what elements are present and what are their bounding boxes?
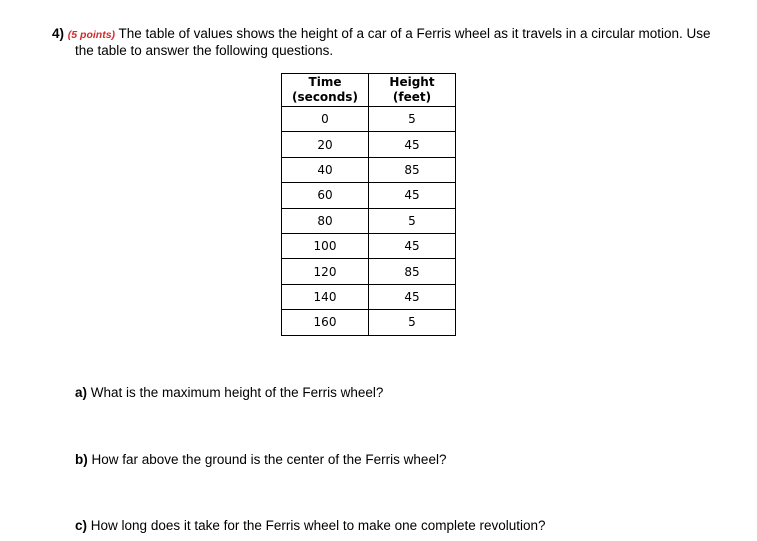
problem-line-2: the table to answer the following questions. — [75, 43, 334, 58]
problem-number: 4) — [52, 26, 65, 41]
points-label: (5 points) — [67, 29, 116, 41]
height-header-unit: (feet) — [392, 90, 432, 104]
height-header-label: Height — [389, 75, 435, 89]
time-cell: 40 — [282, 157, 369, 182]
question-a-text: What is the maximum height of the Ferris wheel? — [90, 385, 384, 400]
time-cell: 140 — [282, 284, 369, 309]
table-row — [282, 208, 456, 233]
time-cell: 120 — [282, 259, 369, 284]
time-cell: 60 — [282, 183, 369, 208]
values-table — [281, 73, 456, 336]
time-cell: 80 — [282, 208, 369, 233]
height-cell: 5 — [369, 310, 456, 335]
table-row — [282, 107, 456, 132]
height-cell: 45 — [369, 284, 456, 309]
table-row — [282, 233, 456, 258]
height-cell: 45 — [369, 183, 456, 208]
height-cell: 45 — [369, 132, 456, 157]
table-row — [282, 259, 456, 284]
problem-line-1 — [52, 26, 732, 43]
time-header-unit: (seconds) — [292, 90, 358, 104]
question-c-text: How long does it take for the Ferris wheel to make one complete revolution? — [90, 518, 546, 533]
time-cell: 160 — [282, 310, 369, 335]
height-cell: 5 — [369, 107, 456, 132]
problem-statement — [52, 26, 732, 59]
time-header-label: Time — [308, 75, 342, 89]
height-cell: 5 — [369, 208, 456, 233]
height-column-header — [369, 74, 456, 107]
height-cell: 85 — [369, 259, 456, 284]
question-b-text: How far above the ground is the center of the Ferris wheel? — [91, 452, 447, 467]
table-row — [282, 132, 456, 157]
table-row — [282, 183, 456, 208]
time-cell: 100 — [282, 233, 369, 258]
table-row — [282, 284, 456, 309]
question-c-letter: c) — [75, 518, 88, 533]
question-a — [75, 385, 383, 400]
question-a-letter: a) — [75, 385, 88, 400]
time-column-header — [282, 74, 369, 107]
question-b — [75, 452, 446, 467]
time-cell: 0 — [282, 107, 369, 132]
time-cell: 20 — [282, 132, 369, 157]
table-row — [282, 157, 456, 182]
problem-text-line-1: The table of values shows the height of a car of a Ferris wheel as it travels in a circular motion. Use — [118, 26, 711, 41]
height-cell: 85 — [369, 157, 456, 182]
table-row — [282, 310, 456, 335]
table-header-row — [282, 74, 456, 107]
question-b-letter: b) — [75, 452, 88, 467]
height-cell: 45 — [369, 233, 456, 258]
question-c — [75, 518, 546, 533]
